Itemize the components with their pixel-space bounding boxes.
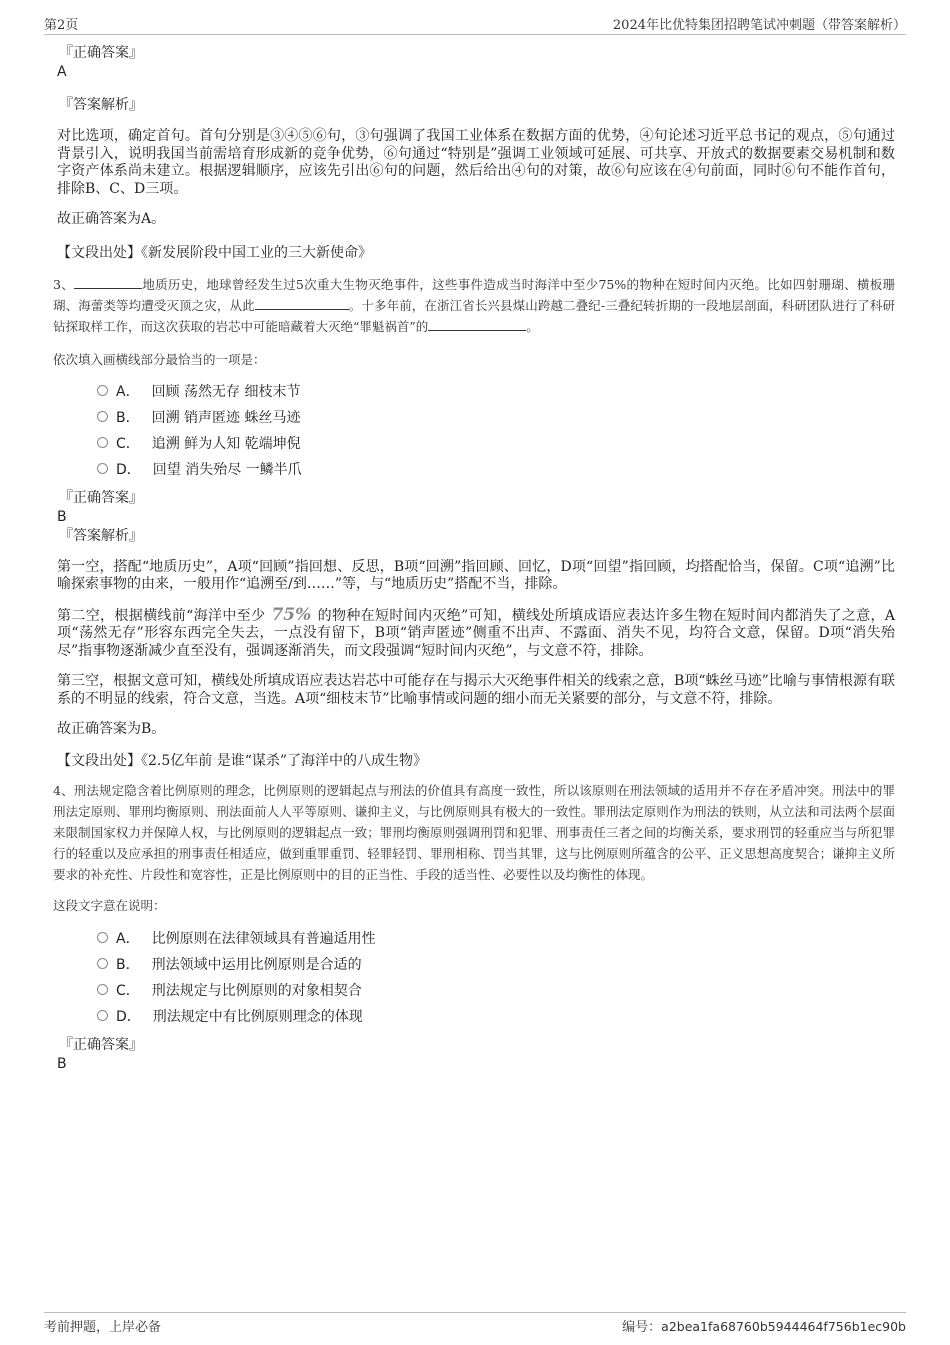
document-body (53, 44, 895, 1074)
q4-option-b[interactable]: B． 刑法领域中运用比例原则是合适的 (97, 952, 895, 978)
q4-answer: B (57, 1055, 67, 1072)
q3-number: 3、 (53, 276, 75, 292)
q4-option-a[interactable]: A． 比例原则在法律领域具有普遍适用性 (97, 926, 895, 952)
q4-stem: 4、刑法规定隐含着比例原则的理念，比例原则的逻辑起点与刑法的价值具有高度一致性，所以该原则在刑法领域的适用并不存在矛盾冲突。刑法中的罪刑法定原则、罪刑均衡原则、刑法面前人人平等原则、谦抑主义，与比例原则具有极大的一致性。罪刑法定原则作为刑法的铁则，从立法和司法两个层面来限制国家权力并保障人权，与比例原则的逻辑起点一致；罪刑均衡原则强调刑罚和犯罪、刑事责任三者之间的均衡关系，要求刑罚的轻重应当与所犯罪行的轻重以及应承担的刑事责任相适应，做到重罪重罚、轻罪轻罚、罪刑相称、罚当其罪，这与比例原则所蕴含的公平、正义思想高度契合；谦抑主义所要求的补充性、片段性和宽容性，正是比例原则中的目的正当性、手段的适当性、必要性以及均衡性的体现。 (53, 782, 895, 882)
q4-answer-label: 『正确答案』 (59, 1036, 143, 1053)
q2-source: 【文段出处】《新发展阶段中国工业的三大新使命》 (57, 244, 372, 261)
footer-slogan: 考前押题，上岸必备 (44, 1320, 162, 1335)
q3-analysis-p2: 第二空，根据横线前“海洋中至少 75% 的物种在短时间内灭绝”可知，横线处所填成语应表达许多生物在短时间内都消失了之意，A项“荡然无存”形容东西完全失去，一点没有留下，B项“销声匿迹”侧重不出声、不露面、消失不见，均符合文意，保留。D项“消失殆尽”指事物逐渐减少直至没有，强调逐渐消失，而文段强调“短时间内灭绝”，与文意不符，排除。 (57, 604, 895, 659)
q3-blank-2 (255, 295, 349, 310)
radio-icon[interactable] (97, 463, 108, 474)
q2-analysis-label: 『答案解析』 (59, 97, 143, 113)
page-footer (44, 1312, 906, 1338)
q3-stem-part-c: 。 (526, 318, 539, 334)
document-code: 编号：a2bea1fa68760b5944464f756b1ec90b (622, 1319, 906, 1335)
radio-icon[interactable] (97, 958, 108, 969)
radio-icon[interactable] (97, 411, 108, 422)
document-title: 2024年比优特集团招聘笔试冲刺题（带答案解析） (612, 18, 906, 33)
q2-analysis: 对比选项，确定首句。首句分别是③④⑤⑥句，③句强调了我国工业体系在数据方面的优势，④句论述习近平总书记的观点，⑤句通过背景引入，说明我国当前需培育形成新的竞争优势，⑥句通过“特别是”强调工业领域可延展、可共享、开放式的数据要素交易机制和数字资产体系尚未建立。根据逻辑顺序，应该先引出⑥句的问题，然后给出④句的对策，故⑥句应该在④句前面，同时⑥句不能作首句，排除B、C、D三项。 (57, 128, 895, 197)
radio-icon[interactable] (97, 385, 108, 396)
q2-answer: A (57, 64, 67, 80)
q3-prompt: 依次填入画横线部分最恰当的一项是： (53, 351, 266, 367)
q4-prompt: 这段文字意在说明： (53, 897, 166, 913)
page-number: 第2页 (44, 18, 79, 33)
q3-analysis-label: 『答案解析』 (59, 527, 143, 544)
q3-stem-part-a: 地质历史，地球曾经发生过5次重大生物灭绝事件，这些事件造成当时海洋中至少75%的物种在短时间内灭绝。比如四射珊瑚、横板珊瑚、海蕾类等均遭受灭顶之灾，从此 (53, 276, 895, 313)
q2-answer-label: 『正确答案』 (59, 45, 143, 61)
radio-icon[interactable] (97, 932, 108, 943)
q2-conclusion: 故正确答案为A。 (57, 211, 166, 227)
q3-blank-3 (428, 316, 526, 331)
q3-option-d[interactable]: D． 回望 消失殆尽 一鳞半爪 (97, 457, 895, 483)
q3-stem (53, 274, 895, 337)
percent-figure: 75% (271, 604, 312, 625)
q4-option-c[interactable]: C． 刑法规定与比例原则的对象相契合 (97, 978, 895, 1004)
page-header (44, 14, 906, 35)
q3-answer-label: 『正确答案』 (59, 489, 143, 506)
q3-analysis-p1: 第一空，搭配“地质历史”，A项“回顾”指回想、反思，B项“回溯”指回顾、回忆，D项“回望”指回顾，均搭配恰当，保留。C项“追溯”比喻探索事物的由来，一般用作“追溯至/到……”等，与“地质历史”搭配不当，排除。 (57, 558, 895, 592)
q3-option-c[interactable]: C． 追溯 鲜为人知 乾端坤倪 (97, 431, 895, 457)
q3-option-a[interactable]: A． 回顾 荡然无存 细枝末节 (97, 379, 895, 405)
q3-conclusion: 故正确答案为B。 (57, 721, 166, 737)
q3-option-b[interactable]: B． 回溯 销声匿迹 蛛丝马迹 (97, 405, 895, 431)
q4-option-d[interactable]: D． 刑法规定中有比例原则理念的体现 (97, 1004, 895, 1030)
radio-icon[interactable] (97, 1010, 108, 1021)
radio-icon[interactable] (97, 984, 108, 995)
q3-blank-1 (74, 274, 142, 289)
q3-source: 【文段出处】《2.5亿年前 是谁“谋杀”了海洋中的八成生物》 (57, 752, 428, 769)
q3-analysis-p3: 第三空，根据文意可知，横线处所填成语应表达岩芯中可能存在与揭示大灭绝事件相关的线索之意，B项“蛛丝马迹”比喻与事情根源有联系的不明显的线索，符合文意，当选。A项“细枝末节”比喻事情或问题的细小而无关紧要的部分，与文意不符，排除。 (57, 673, 895, 707)
q3-answer: B (57, 508, 67, 525)
q3-stem-part-b: 。十多年前，在浙江省长兴县煤山跨越二叠纪-三叠纪转折期的一段地层剖面，科研团队进行了科研钻探取样工作，而这次获取的岩芯中可能暗藏着大灭绝“罪魁祸首”的 (53, 297, 895, 334)
radio-icon[interactable] (97, 437, 108, 448)
